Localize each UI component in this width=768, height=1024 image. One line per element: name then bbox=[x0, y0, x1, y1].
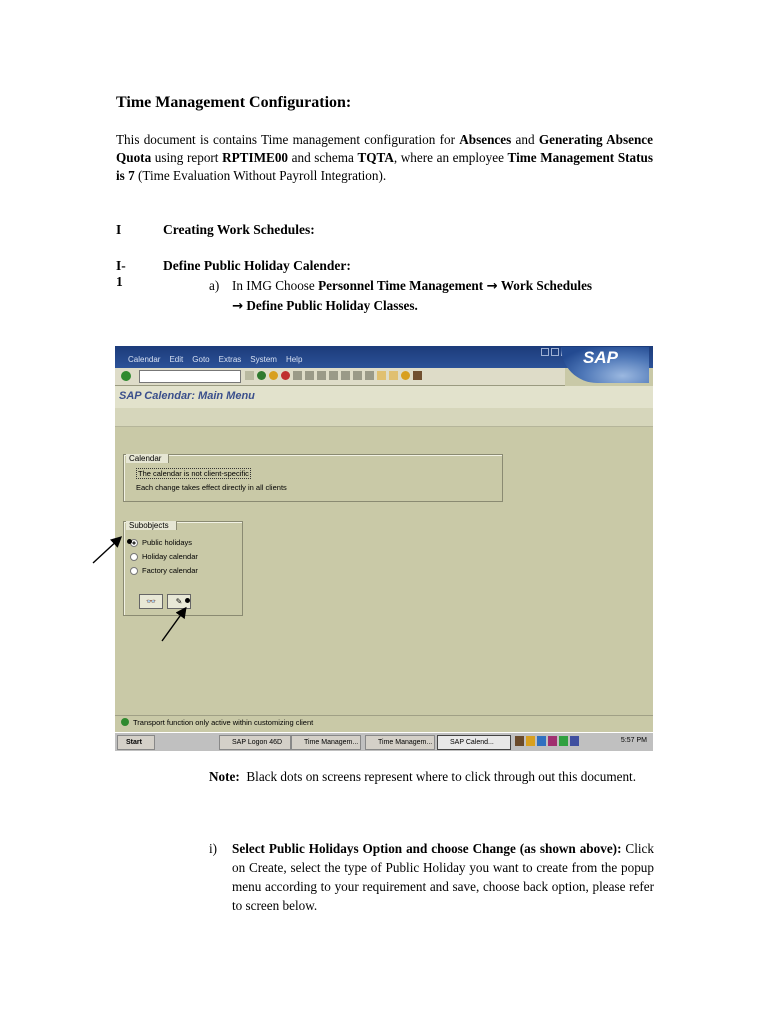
intro-bold: TQTA bbox=[357, 150, 394, 165]
screen-title: SAP Calendar: Main Menu bbox=[119, 390, 255, 402]
intro-text: , where an employee bbox=[393, 150, 508, 165]
radio-label: Public holidays bbox=[142, 538, 193, 547]
section-title: Creating Work Schedules: bbox=[163, 222, 315, 237]
intro-bold: Time Management Status is 7 bbox=[116, 150, 653, 183]
task-sap-logon[interactable]: SAP Logon 46D bbox=[219, 735, 291, 750]
step-text: Click on Create, select the type of Public Holiday you want to create from the popup menu according to your requirement and save, choose back option, please refer to screen below. bbox=[232, 841, 655, 913]
right-arrow-icon: → bbox=[232, 299, 244, 314]
menu-edit[interactable]: Edit bbox=[169, 355, 184, 364]
section-title: Define Public Holiday Calender: bbox=[163, 258, 351, 273]
start-button[interactable]: Start bbox=[117, 735, 155, 750]
menu-extras[interactable]: Extras bbox=[218, 355, 242, 364]
sap-logo-text: SAP bbox=[583, 348, 618, 367]
intro-text: This document is contains Time management configuration for bbox=[116, 132, 460, 147]
menu-calendar[interactable]: Calendar bbox=[128, 355, 161, 364]
note-paragraph bbox=[209, 767, 654, 786]
intro-bold: Absences bbox=[459, 132, 512, 147]
menu-help[interactable]: Help bbox=[285, 355, 303, 364]
section-number: I-1 bbox=[116, 258, 126, 289]
intro-bold: RPTIME00 bbox=[222, 150, 289, 165]
section-number: I bbox=[116, 222, 122, 237]
clock: 5:57 PM bbox=[620, 737, 647, 744]
step-label: a) bbox=[209, 278, 220, 293]
menu-goto[interactable]: Goto bbox=[192, 355, 210, 364]
right-arrow-icon: → bbox=[486, 279, 498, 294]
step-label: i) bbox=[209, 841, 218, 856]
calendar-info-text: The calendar is not client-specific bbox=[138, 469, 249, 478]
intro-text: using report bbox=[151, 150, 223, 165]
intro-bold: Generating Absence Quota bbox=[116, 132, 653, 165]
note-text: Black dots on screens represent where to click through out this document. bbox=[246, 769, 637, 784]
step-bold: Work Schedules bbox=[500, 278, 593, 293]
step-body bbox=[232, 839, 654, 915]
glasses-icon: 👓 bbox=[146, 597, 156, 606]
group-label: Subobjects bbox=[126, 521, 177, 530]
task-time-management-2[interactable]: Time Managem... bbox=[365, 735, 435, 750]
arrow-to-public-holidays bbox=[93, 538, 120, 563]
menu-system[interactable]: System bbox=[250, 355, 277, 364]
intro-text: (Time Evaluation Without Payroll Integration). bbox=[134, 168, 387, 183]
status-message: Transport function only active within customizing client bbox=[133, 718, 314, 727]
radio-label: Factory calendar bbox=[142, 566, 198, 575]
task-time-management-1[interactable]: Time Managem... bbox=[291, 735, 361, 750]
step-bold: Define Public Holiday Classes. bbox=[246, 298, 418, 313]
task-sap-calendar[interactable]: SAP Calend... bbox=[437, 735, 511, 750]
calendar-info-line-2: Each change takes effect directly in all clients bbox=[136, 483, 287, 492]
note-label: Note: bbox=[209, 769, 240, 784]
radio-label: Holiday calendar bbox=[142, 552, 198, 561]
intro-text: and bbox=[511, 132, 539, 147]
document-title: Time Management Configuration: bbox=[116, 94, 352, 111]
arrow-to-change-button bbox=[162, 609, 185, 641]
step-bold: Select Public Holidays Option and choose Change (as shown above): bbox=[232, 841, 622, 856]
step-bold: Personnel Time Management bbox=[318, 278, 484, 293]
intro-text: and schema bbox=[288, 150, 358, 165]
step-text: In IMG Choose bbox=[232, 278, 319, 293]
group-label: Calendar bbox=[126, 454, 169, 463]
pencil-icon: ✎ bbox=[175, 597, 183, 606]
